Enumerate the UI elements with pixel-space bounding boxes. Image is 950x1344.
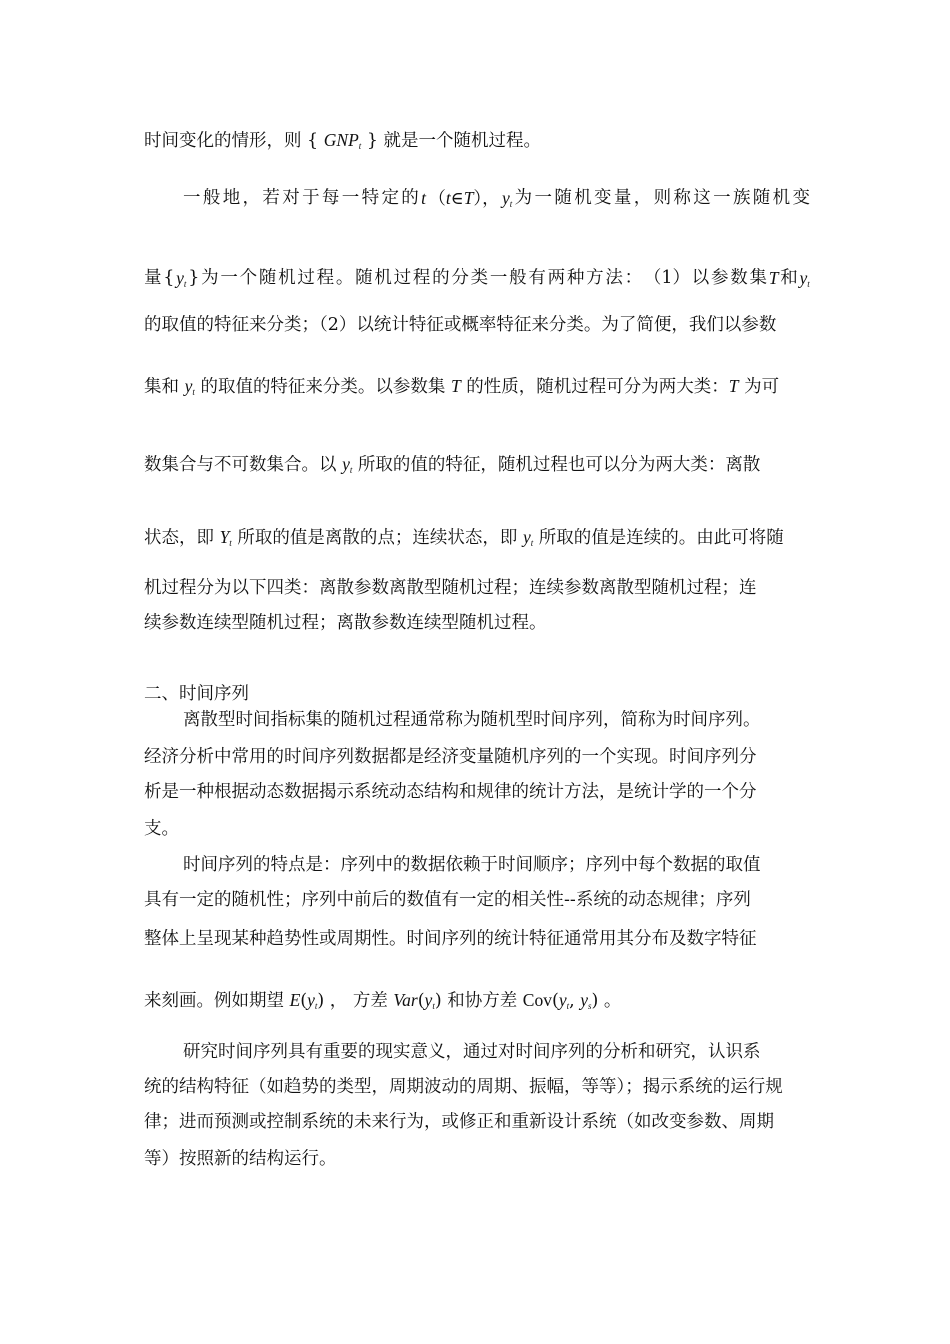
s2p1-line2: 经济分析中常用的时间序列数据都是经济变量随机序列的一个实现。时间序列分 (144, 747, 757, 767)
para2-line4: 集和 $y_t$ 的取值的特征来分类。以参数集 T 的性质，随机过程可分为两大类：T 为可 (144, 376, 780, 397)
s2p2-line3: 整体上呈现某种趋势性或周期性。时间序列的统计特征通常用其分布及数字特征 (144, 929, 757, 949)
para2-line7: 机过程分为以下四类：离散参数离散型随机过程；连续参数离散型随机过程；连 (144, 578, 757, 598)
s2p2-line1: 时间序列的特点是：序列中的数据依赖于时间顺序；序列中每个数据的取值 (183, 855, 761, 875)
s2p1-line4: 支。 (144, 819, 179, 839)
s2p3-line1: 研究时间序列具有重要的现实意义，通过对时间序列的分析和研究，认识系 (183, 1042, 761, 1062)
s2p3-line3: 律；进而预测或控制系统的未来行为，或修正和重新设计系统（如改变参数、周期 (144, 1112, 774, 1132)
s2p2-line2: 具有一定的随机性；序列中前后的数值有一定的相关性--系统的动态规律；序列 (144, 890, 751, 910)
para1-line1: 时间变化的情形，则 { $GNP_t$ } 就是一个随机过程。 (144, 130, 542, 151)
para2-line2: 量 { $y_t$ } 为 一 个 随 机 过 程 。 随 机 过 程 的 分 类 一 般 有 两 种 方 法 ： （1） 以 参 数 集 T 和 $y_t$ (144, 268, 810, 289)
s2p1-line3: 析是一种根据动态数据揭示系统动态结构和规律的统计方法，是统计学的一个分 (144, 782, 757, 802)
para2-line5: 数集合与不可数集合。以 $y_t$ 所取的值的特征，随机过程也可以分为两大类：离散 (144, 454, 761, 475)
section-heading: 二、时间序列 (144, 684, 249, 704)
para2-line1: 一 般 地 ， 若 对 于 每 一 特 定 的 t （t∈T）， $y_t$ 为 一 随 机 变 量 ， 则 称 这 一 族 随 机 变 (183, 188, 810, 209)
para2-line8: 续参数连续型随机过程；离散参数连续型随机过程。 (144, 613, 547, 633)
para2-line6: 状态，即 $Y_t$ 所取的值是离散的点；连续状态，即 $y_t$ 所取的值是连续的。由此可将随 (144, 527, 784, 548)
s2p3-line4: 等）按照新的结构运行。 (144, 1149, 337, 1169)
para2-line3: 的取值的特征来分类；（2）以统计特征或概率特征来分类。为了简便，我们以参数 (144, 315, 777, 335)
s2p1-line1: 离散型时间指标集的随机过程通常称为随机型时间序列，简称为时间序列。 (183, 710, 761, 730)
s2p3-line2: 统的结构特征（如趋势的类型，周期波动的周期、振幅，等等）；揭示系统的运行规 (144, 1077, 783, 1097)
s2p2-line4: 来刻画。例如期望 $E(y_t)$ ， 方差 $Var(y_t)$ 和协方差 $Cov(y_t$, $y_s$) 。 (144, 990, 622, 1011)
